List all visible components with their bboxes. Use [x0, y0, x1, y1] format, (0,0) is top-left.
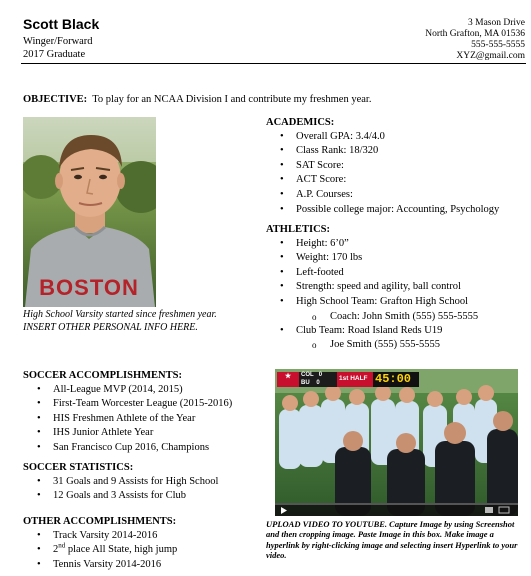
soccer-statistics-title: SOCCER STATISTICS: — [23, 462, 134, 473]
list-item: • Class Rank: 18/320 — [266, 144, 528, 159]
photo-caption — [23, 309, 273, 334]
match-half: 1st HALF — [339, 375, 368, 382]
soccer-accomplishments-list — [23, 383, 263, 456]
list-item: • Height: 6’0” — [266, 237, 528, 252]
video-thumbnail[interactable] — [275, 369, 518, 516]
soccer-statistics-list — [23, 475, 263, 504]
svg-text:BOSTON: BOSTON — [39, 275, 139, 300]
hs-coach-sublist — [296, 310, 528, 324]
list-item: • Possible college major: Accounting, Psychology — [266, 203, 528, 218]
academics-section — [266, 117, 528, 217]
other-accomplishments-list — [23, 529, 263, 573]
team-2-score: 0 — [316, 380, 320, 386]
list-item: • Strength: speed and agility, ball control — [266, 280, 528, 295]
list-item: • San Francisco Cup 2016, Champions — [23, 441, 263, 456]
list-item-text: place All State, high jump — [65, 544, 178, 556]
broadcast-logo-icon: ★ — [284, 373, 292, 380]
list-item: • Track Varsity 2014-2016 — [23, 529, 263, 544]
scorebug-teams — [301, 371, 322, 387]
athletics-list-club — [266, 324, 528, 339]
photo-caption-line-2: INSERT OTHER PERSONAL INFO HERE. — [23, 321, 198, 333]
objective — [23, 94, 371, 107]
academics-list — [266, 130, 528, 218]
athletics-section — [266, 224, 528, 352]
list-item: • High School Team: Grafton High School — [266, 295, 528, 310]
ordinal-suffix: nd — [58, 541, 66, 550]
team-1-name: COL — [301, 372, 314, 378]
match-clock: 45:00 — [375, 372, 412, 386]
list-item: • IHS Junior Athlete Year — [23, 426, 263, 441]
grad-year-line: 2017 Graduate — [23, 49, 86, 60]
team-2-name: BU — [301, 380, 310, 386]
photo-caption-line-1: High School Varsity started since freshmen year. — [23, 309, 217, 320]
soccer-accomplishments-section — [23, 370, 263, 456]
sub-list-item: o Coach: John Smith (555) 555-5555 — [296, 310, 528, 324]
headshot-photo — [23, 117, 156, 307]
header-divider — [21, 63, 526, 64]
club-contact-sublist — [296, 338, 528, 352]
other-accomplishments-title: OTHER ACCOMPLISHMENTS: — [23, 516, 177, 527]
address-line-2: North Grafton, MA 01536 — [425, 29, 525, 39]
team-1-score: 0 — [318, 372, 323, 378]
video-instructions: UPLOAD VIDEO TO YOUTUBE. Capture Image by using Screenshot and then cropping image. Paste Image in this box. Make image a hyperlink by right-clicking image and selecting insert Hyperlink to your video. — [266, 519, 518, 561]
phone-number: 555-555-5555 — [471, 40, 525, 50]
objective-label: OBJECTIVE: — [23, 94, 88, 105]
soccer-statistics-section — [23, 462, 263, 504]
list-item: • SAT Score: — [266, 159, 528, 174]
academics-title: ACADEMICS: — [266, 117, 335, 128]
list-item — [23, 543, 263, 558]
objective-text: To play for an NCAA Division I and contribute my freshmen year. — [92, 94, 372, 105]
ordinal-number: 2 — [53, 544, 59, 556]
list-item: • HIS Freshmen Athlete of the Year — [23, 412, 263, 427]
list-item: • A.P. Courses: — [266, 188, 528, 203]
list-item: • All-League MVP (2014, 2015) — [23, 383, 263, 398]
list-item: • Overall GPA: 3.4/4.0 — [266, 130, 528, 145]
play-button-icon[interactable] — [279, 504, 289, 516]
other-accomplishments-section — [23, 516, 263, 572]
list-item: • 31 Goals and 9 Assists for High School — [23, 475, 263, 490]
list-item: • Weight: 170 lbs — [266, 251, 528, 266]
athletics-list — [266, 237, 528, 310]
email-address[interactable]: XYZ@gmail.com — [456, 51, 525, 61]
list-item: • 12 Goals and 3 Assists for Club — [23, 489, 263, 504]
soccer-accomplishments-title: SOCCER ACCOMPLISHMENTS: — [23, 370, 182, 381]
resume-name: Scott Black — [23, 16, 100, 32]
position-line: Winger/Forward — [23, 36, 93, 47]
fullscreen-icon[interactable] — [497, 504, 511, 516]
list-item: • Club Team: Road Island Reds U19 — [266, 324, 528, 339]
address-line-1: 3 Mason Drive — [468, 18, 525, 28]
list-item: • First-Team Worcester League (2015-2016) — [23, 397, 263, 412]
athletics-title: ATHLETICS: — [266, 224, 330, 235]
list-item: • ACT Score: — [266, 173, 528, 188]
list-item: • Left-footed — [266, 266, 528, 281]
sub-list-item: o Joe Smith (555) 555-5555 — [296, 338, 528, 352]
list-item: • Tennis Varsity 2014-2016 — [23, 558, 263, 573]
